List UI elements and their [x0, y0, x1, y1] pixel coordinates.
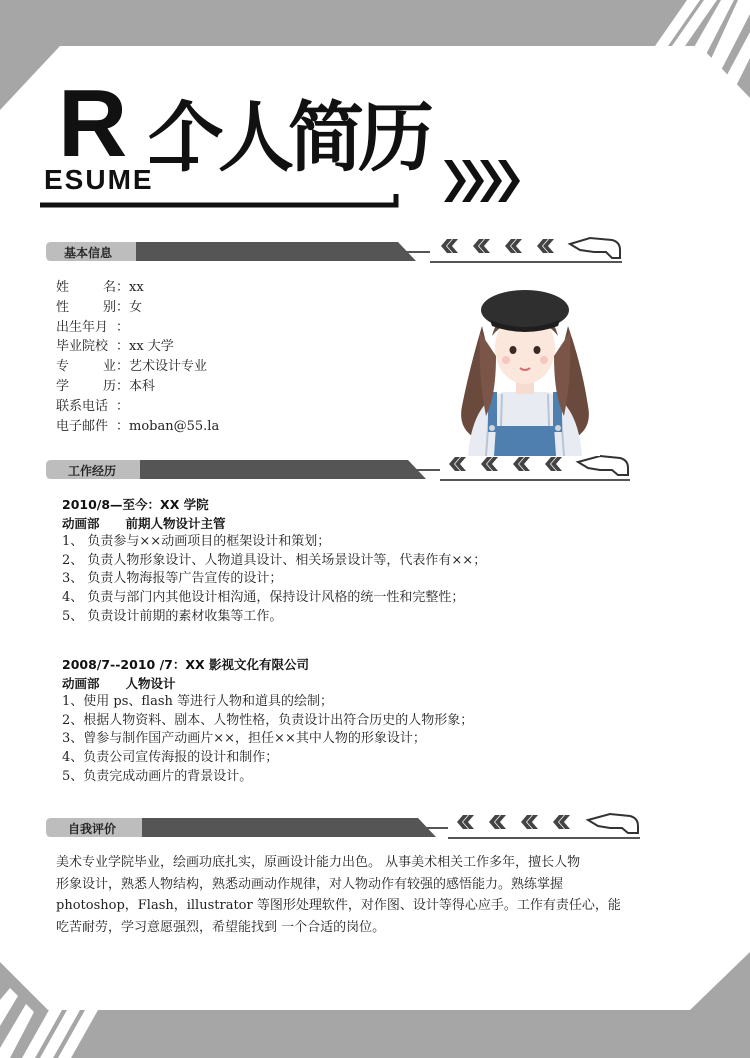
section-bar-self [46, 814, 640, 838]
info-label [56, 417, 116, 437]
info-label [56, 337, 116, 357]
info-label-char: 学 [56, 378, 70, 394]
info-label-char: 历 [102, 378, 116, 394]
job-duties [62, 693, 473, 786]
pointing-hand-icon [570, 238, 620, 258]
info-value: 女 [129, 299, 143, 315]
info-colon: ： [116, 280, 130, 295]
section-bar-basic-arrows [441, 239, 554, 253]
job-entry [62, 656, 473, 786]
info-label-text: 联系电话 [56, 398, 109, 414]
duty-item: 5、 负责设计前期的素材收集等工作。 [62, 608, 283, 624]
job-entry [62, 496, 486, 626]
info-row [56, 298, 219, 318]
duty-item: 2、 负责人物形象设计、人物道具设计、相关场景设计等，代表作有××； [62, 552, 487, 568]
pointing-hand-icon [588, 814, 638, 833]
section-bar-work [46, 456, 630, 480]
duty-item: 4、负责公司宣传海报的设计和制作； [62, 749, 279, 765]
title-letter-r: R [58, 70, 126, 177]
info-label-char: 姓 [56, 280, 70, 295]
info-label [56, 357, 116, 377]
duty-item: 3、 负责人物海报等广告宣传的设计； [62, 571, 283, 587]
job-duties [62, 533, 486, 626]
job-dept: 动画部 [62, 515, 100, 531]
info-colon: ： [116, 339, 130, 355]
job-dept-role [62, 515, 486, 534]
info-row [56, 377, 219, 397]
duty-item: 3、曾参与制作国产动画片××，担任××其中人物的形象设计； [62, 731, 426, 747]
info-row [56, 397, 219, 417]
info-label-char: 别 [102, 299, 116, 315]
job-heading: 2008/7--2010 /7：XX 影视文化有限公司 [62, 657, 309, 672]
pointing-hand-icon [578, 456, 628, 475]
info-row [56, 417, 219, 437]
info-value: 本科 [129, 378, 156, 394]
title-esume: ESUME [44, 164, 154, 195]
job-role: 前期人物设计主管 [125, 515, 226, 531]
info-label [56, 278, 116, 298]
duty-item: 5、负责完成动画片的背景设计。 [62, 768, 253, 784]
section-title-self: 自我评价 [68, 822, 117, 836]
info-label [56, 377, 116, 397]
job-heading: 2010/8—至今：XX 学院 [62, 497, 209, 512]
duty-item: 1、使用 ps、flash 等进行人物和道具的绘制； [62, 694, 333, 710]
info-label [56, 318, 116, 338]
info-label-char: 业 [102, 359, 116, 375]
basic-info-list [56, 278, 219, 436]
duty-item: 1、 负责参与××动画项目的框架设计和策划； [62, 534, 331, 550]
info-value: xx 大学 [129, 339, 174, 355]
info-colon: ： [116, 299, 130, 315]
info-label-text: 毕业院校 [56, 339, 109, 355]
info-label-text: 出生年月 [56, 319, 109, 335]
info-row [56, 357, 219, 377]
section-bar-self-arrows [457, 815, 570, 829]
info-colon: ： [116, 359, 130, 375]
info-row [56, 278, 219, 298]
section-title-basic: 基本信息 [64, 246, 113, 260]
info-label-char: 性 [56, 299, 70, 315]
section-bar-basic [46, 238, 622, 262]
info-label [56, 397, 116, 417]
info-colon: ： [116, 418, 130, 434]
self-evaluation [56, 852, 696, 938]
avatar-illustration [450, 276, 600, 456]
info-colon: ： [116, 378, 130, 394]
title-chevrons [444, 160, 520, 202]
self-eval-line: photoshop，Flash，illustrator 等图形处理软件，对作图、设计等得心应手。工作有责任心，能 [56, 898, 621, 913]
job-dept-role [62, 675, 473, 694]
info-row [56, 337, 219, 357]
info-colon: ： [116, 398, 130, 414]
info-label-char: 名 [102, 280, 116, 295]
info-colon: ： [116, 319, 130, 335]
info-row [56, 318, 219, 338]
info-value: moban@55.la [129, 418, 220, 434]
info-value: 艺术设计专业 [129, 359, 208, 375]
self-eval-line: 吃苦耐劳，学习意愿强烈，希望能找到 一个合适的岗位。 [56, 919, 386, 935]
info-label-char: 专 [56, 359, 70, 375]
title-chinese: 个人简历 [148, 93, 428, 182]
duty-item: 2、根据人物资料、剧本、人物性格，负责设计出符合历史的人物形象； [62, 712, 474, 728]
info-label-text: 电子邮件 [56, 418, 109, 434]
section-bar-work-arrows [449, 457, 562, 471]
job-dept: 动画部 [62, 675, 100, 691]
self-eval-line: 形象设计，熟悉人物结构，熟悉动画动作规律，对人物动作有较强的感悟能力。熟练掌握 [56, 876, 564, 892]
duty-item: 4、 负责与部门内其他设计相沟通，保持设计风格的统一性和完整性； [62, 589, 465, 605]
job-role: 人物设计 [125, 675, 176, 691]
self-eval-line: 美术专业学院毕业，绘画功底扎实，原画设计能力出色。 从事美术相关工作多年，擅长人物 [56, 855, 581, 870]
section-title-work: 工作经历 [68, 464, 117, 478]
bottom-frame-band [0, 952, 750, 1058]
info-label [56, 298, 116, 318]
info-value: xx [129, 280, 144, 295]
